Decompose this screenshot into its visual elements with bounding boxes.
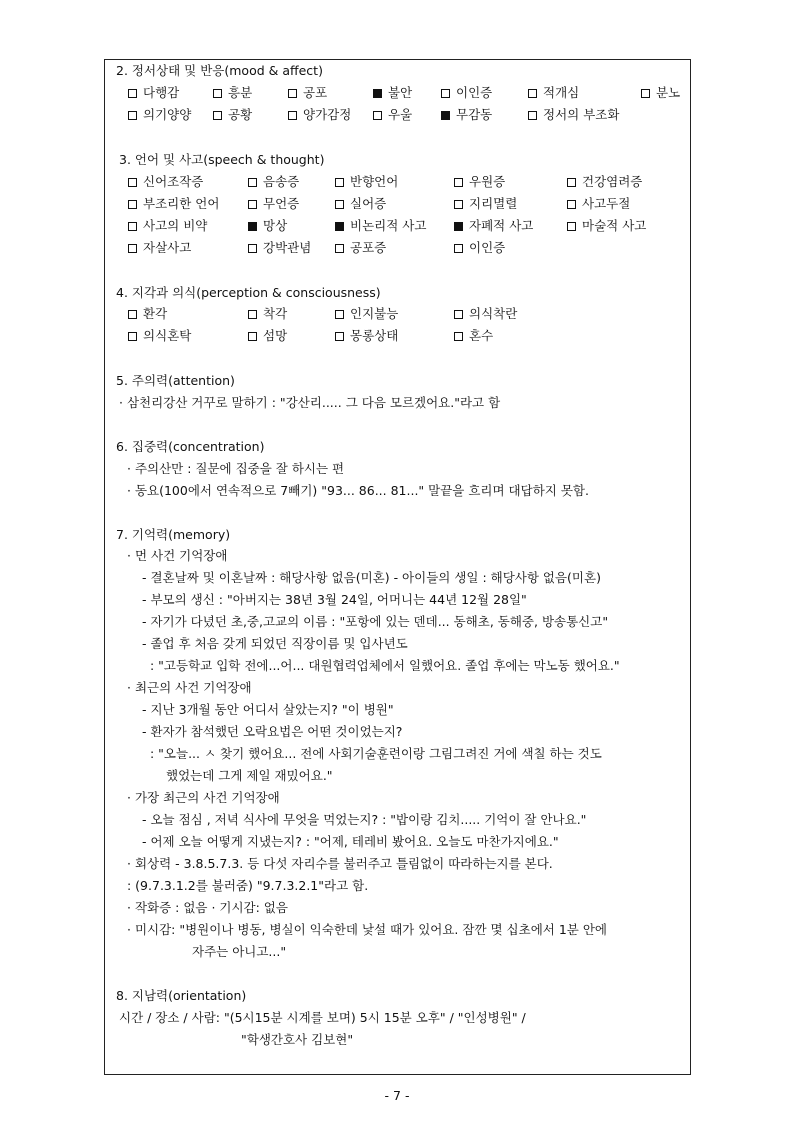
unchecked-box-icon[interactable] (567, 222, 576, 231)
checkbox-label: 마술적 사고 (582, 218, 647, 233)
checkbox-item[interactable] (441, 85, 492, 101)
concentration-heading: 6. 집중력(concentration) (116, 439, 265, 454)
checkbox-item[interactable] (567, 196, 630, 212)
unchecked-box-icon[interactable] (288, 111, 297, 120)
memory-line: - 어제 오늘 어떻게 지냈는지? : "어제, 테레비 봤어요. 오늘도 마찬가지에요." (142, 834, 559, 849)
checkbox-label: 공포 (303, 85, 328, 100)
checkbox-label: 사고두절 (582, 196, 631, 211)
checkbox-item[interactable] (335, 328, 398, 344)
checked-box-icon[interactable] (248, 222, 257, 231)
checkbox-label: 의기양양 (143, 107, 192, 122)
checkbox-label: 몽롱상태 (350, 328, 399, 343)
speech-heading: 3. 언어 및 사고(speech & thought) (119, 152, 325, 167)
concentration-line-2: · 동요(100에서 연속적으로 7빼기) "93... 86... 81..." 말끝을 흐리며 대답하지 못함. (127, 483, 589, 498)
checkbox-item[interactable] (454, 306, 517, 322)
checkbox-item[interactable] (454, 174, 505, 190)
unchecked-box-icon[interactable] (248, 244, 257, 253)
checkbox-label: 지리멸렬 (469, 196, 518, 211)
checkbox-item[interactable] (454, 218, 533, 234)
checkbox-item[interactable] (248, 196, 299, 212)
memory-line: : (9.7.3.1.2를 불러줌) "9.7.3.2.1"라고 함. (127, 878, 369, 893)
memory-heading: 7. 기억력(memory) (116, 527, 231, 542)
orientation-line-2: "학생간호사 김보현" (241, 1032, 354, 1047)
checkbox-label: 자폐적 사고 (469, 218, 534, 233)
memory-line: - 졸업 후 처음 갖게 되었던 직장이름 및 입사년도 (142, 636, 408, 651)
unchecked-box-icon[interactable] (128, 310, 137, 319)
checkbox-item[interactable] (567, 174, 642, 190)
orientation-heading: 8. 지남력(orientation) (116, 988, 247, 1003)
checkbox-label: 반향언어 (350, 174, 399, 189)
unchecked-box-icon[interactable] (248, 310, 257, 319)
unchecked-box-icon[interactable] (335, 244, 344, 253)
checkbox-label: 착각 (263, 306, 288, 321)
checkbox-item[interactable] (373, 85, 412, 101)
unchecked-box-icon[interactable] (128, 178, 137, 187)
checkbox-item[interactable] (454, 196, 517, 212)
checkbox-label: 신어조작증 (143, 174, 204, 189)
checkbox-label: 불안 (388, 85, 413, 100)
checked-box-icon[interactable] (335, 222, 344, 231)
memory-line: : "오늘... ㅅ 찾기 했어요... 전에 사회기술훈련이랑 그림그려진 거에 색칠 하는 것도 (150, 746, 602, 761)
unchecked-box-icon[interactable] (441, 89, 450, 98)
unchecked-box-icon[interactable] (128, 89, 137, 98)
checkbox-label: 환각 (143, 306, 168, 321)
checkbox-item[interactable] (248, 174, 299, 190)
memory-line: · 가장 최근의 사건 기억장애 (127, 790, 280, 805)
page-number: - 7 - (384, 1088, 410, 1103)
unchecked-box-icon[interactable] (454, 332, 463, 341)
checkbox-item[interactable] (454, 328, 493, 344)
checkbox-item[interactable] (128, 174, 203, 190)
checkbox-item[interactable] (567, 218, 646, 234)
memory-line: - 지난 3개월 동안 어디서 살았는지? "이 병원" (142, 702, 394, 717)
unchecked-box-icon[interactable] (128, 200, 137, 209)
checkbox-label: 이인증 (456, 85, 493, 100)
checkbox-label: 음송증 (263, 174, 300, 189)
orientation-line-1: 시간 / 장소 / 사람: "(5시15분 시계를 보며) 5시 15분 오후" / "인성병원" / (119, 1010, 526, 1025)
unchecked-box-icon[interactable] (567, 178, 576, 187)
checkbox-item[interactable] (454, 240, 505, 256)
memory-line: 자주는 아니고..." (192, 944, 287, 959)
unchecked-box-icon[interactable] (288, 89, 297, 98)
checked-box-icon[interactable] (373, 89, 382, 98)
checkbox-item[interactable] (128, 107, 191, 123)
mood-heading: 2. 정서상태 및 반응(mood & affect) (116, 63, 323, 78)
memory-line: - 부모의 생신 : "아버지는 38년 3월 24일, 어머니는 44년 12월 28일" (142, 592, 527, 607)
checkbox-label: 사고의 비약 (143, 218, 208, 233)
unchecked-box-icon[interactable] (454, 310, 463, 319)
checkbox-item[interactable] (248, 240, 311, 256)
checkbox-item[interactable] (248, 328, 287, 344)
checkbox-label: 실어증 (350, 196, 387, 211)
attention-line: · 삼천리강산 거꾸로 말하기 : "강산리..... 그 다음 모르겠어요."라고 함 (119, 395, 501, 410)
unchecked-box-icon[interactable] (454, 244, 463, 253)
checkbox-item[interactable] (335, 174, 398, 190)
checkbox-label: 인지불능 (350, 306, 399, 321)
checkbox-label: 이인증 (469, 240, 506, 255)
checkbox-label: 다행감 (143, 85, 180, 100)
checkbox-item[interactable] (528, 85, 579, 101)
unchecked-box-icon[interactable] (335, 332, 344, 341)
memory-line: · 회상력 - 3.8.5.7.3. 등 다섯 자리수를 불러주고 틀림없이 따라하는지를 본다. (127, 856, 553, 871)
checkbox-item[interactable] (128, 240, 191, 256)
checkbox-label: 건강염려증 (582, 174, 643, 189)
checkbox-label: 비논리적 사고 (350, 218, 427, 233)
memory-line: 했었는데 그게 제일 재밌어요." (166, 768, 333, 783)
perception-heading: 4. 지각과 의식(perception & consciousness) (116, 285, 381, 300)
memory-line: - 결혼날짜 및 이혼날짜 : 해당사항 없음(미혼) - 아이들의 생일 : 해당사항 없음(미혼) (142, 570, 601, 585)
unchecked-box-icon[interactable] (213, 89, 222, 98)
checkbox-item[interactable] (288, 85, 327, 101)
unchecked-box-icon[interactable] (454, 178, 463, 187)
checkbox-label: 자살사고 (143, 240, 192, 255)
unchecked-box-icon[interactable] (641, 89, 650, 98)
checkbox-label: 무감동 (456, 107, 493, 122)
checkbox-label: 혼수 (469, 328, 494, 343)
checkbox-label: 우원증 (469, 174, 506, 189)
checkbox-label: 우울 (388, 107, 413, 122)
memory-line: · 먼 사건 기억장애 (127, 548, 228, 563)
checkbox-label: 무언증 (263, 196, 300, 211)
checkbox-item[interactable] (335, 196, 386, 212)
unchecked-box-icon[interactable] (567, 200, 576, 209)
checkbox-item[interactable] (128, 196, 219, 212)
checkbox-label: 정서의 부조화 (543, 107, 620, 122)
checkbox-label: 부조리한 언어 (143, 196, 220, 211)
checkbox-item[interactable] (441, 107, 492, 123)
unchecked-box-icon[interactable] (213, 111, 222, 120)
checkbox-item[interactable] (128, 218, 207, 234)
checkbox-item[interactable] (213, 85, 252, 101)
memory-line: : "고등학교 입학 전에...어... 대원협력업체에서 일했어요. 졸업 후에는 막노동 했어요." (150, 658, 620, 673)
checkbox-label: 망상 (263, 218, 288, 233)
checkbox-item[interactable] (528, 107, 619, 123)
checkbox-label: 적개심 (543, 85, 580, 100)
unchecked-box-icon[interactable] (128, 111, 137, 120)
checkbox-item[interactable] (335, 218, 426, 234)
unchecked-box-icon[interactable] (128, 222, 137, 231)
unchecked-box-icon[interactable] (128, 332, 137, 341)
unchecked-box-icon[interactable] (248, 332, 257, 341)
checkbox-label: 흥분 (228, 85, 253, 100)
memory-line: - 자기가 다녔던 초,중,고교의 이름 : "포항에 있는 덴데... 동해초, 동해중, 방송통신고" (142, 614, 609, 629)
unchecked-box-icon[interactable] (128, 244, 137, 253)
checkbox-item[interactable] (248, 218, 287, 234)
checkbox-label: 의식혼탁 (143, 328, 192, 343)
checkbox-label: 의식착란 (469, 306, 518, 321)
checkbox-item[interactable] (128, 328, 191, 344)
checkbox-label: 분노 (656, 85, 681, 100)
checked-box-icon[interactable] (454, 222, 463, 231)
checkbox-item[interactable] (128, 85, 179, 101)
attention-heading: 5. 주의력(attention) (116, 373, 235, 388)
memory-line: · 최근의 사건 기억장애 (127, 680, 252, 695)
unchecked-box-icon[interactable] (335, 200, 344, 209)
checkbox-label: 양가감정 (303, 107, 352, 122)
checkbox-label: 강박관념 (263, 240, 312, 255)
checkbox-label: 공포증 (350, 240, 387, 255)
checkbox-label: 공황 (228, 107, 253, 122)
checkbox-item[interactable] (128, 306, 167, 322)
unchecked-box-icon[interactable] (335, 310, 344, 319)
memory-line: - 환자가 참석했던 오락요법은 어떤 것이었는지? (142, 724, 403, 739)
checkbox-item[interactable] (288, 107, 351, 123)
unchecked-box-icon[interactable] (248, 200, 257, 209)
checkbox-label: 섬망 (263, 328, 288, 343)
unchecked-box-icon[interactable] (335, 178, 344, 187)
checkbox-item[interactable] (335, 306, 398, 322)
checkbox-item[interactable] (248, 306, 287, 322)
checked-box-icon[interactable] (441, 111, 450, 120)
checkbox-item[interactable] (213, 107, 252, 123)
concentration-line-1: · 주의산만 : 질문에 집중을 잘 하시는 편 (127, 461, 345, 476)
unchecked-box-icon[interactable] (248, 178, 257, 187)
memory-line: · 작화증 : 없음 · 기시감: 없음 (127, 900, 288, 915)
memory-line: - 오늘 점심 , 저녁 식사에 무엇을 먹었는지? : "밥이랑 김치..... 기억이 잘 안나요." (142, 812, 587, 827)
checkbox-item[interactable] (373, 107, 412, 123)
unchecked-box-icon[interactable] (528, 89, 537, 98)
checkbox-item[interactable] (335, 240, 386, 256)
unchecked-box-icon[interactable] (528, 111, 537, 120)
memory-line: · 미시감: "병원이나 병동, 병실이 익숙한데 낯설 때가 있어요. 잠깐 몇 십초에서 1분 안에 (127, 922, 607, 937)
unchecked-box-icon[interactable] (373, 111, 382, 120)
unchecked-box-icon[interactable] (454, 200, 463, 209)
checkbox-item[interactable] (641, 85, 680, 101)
